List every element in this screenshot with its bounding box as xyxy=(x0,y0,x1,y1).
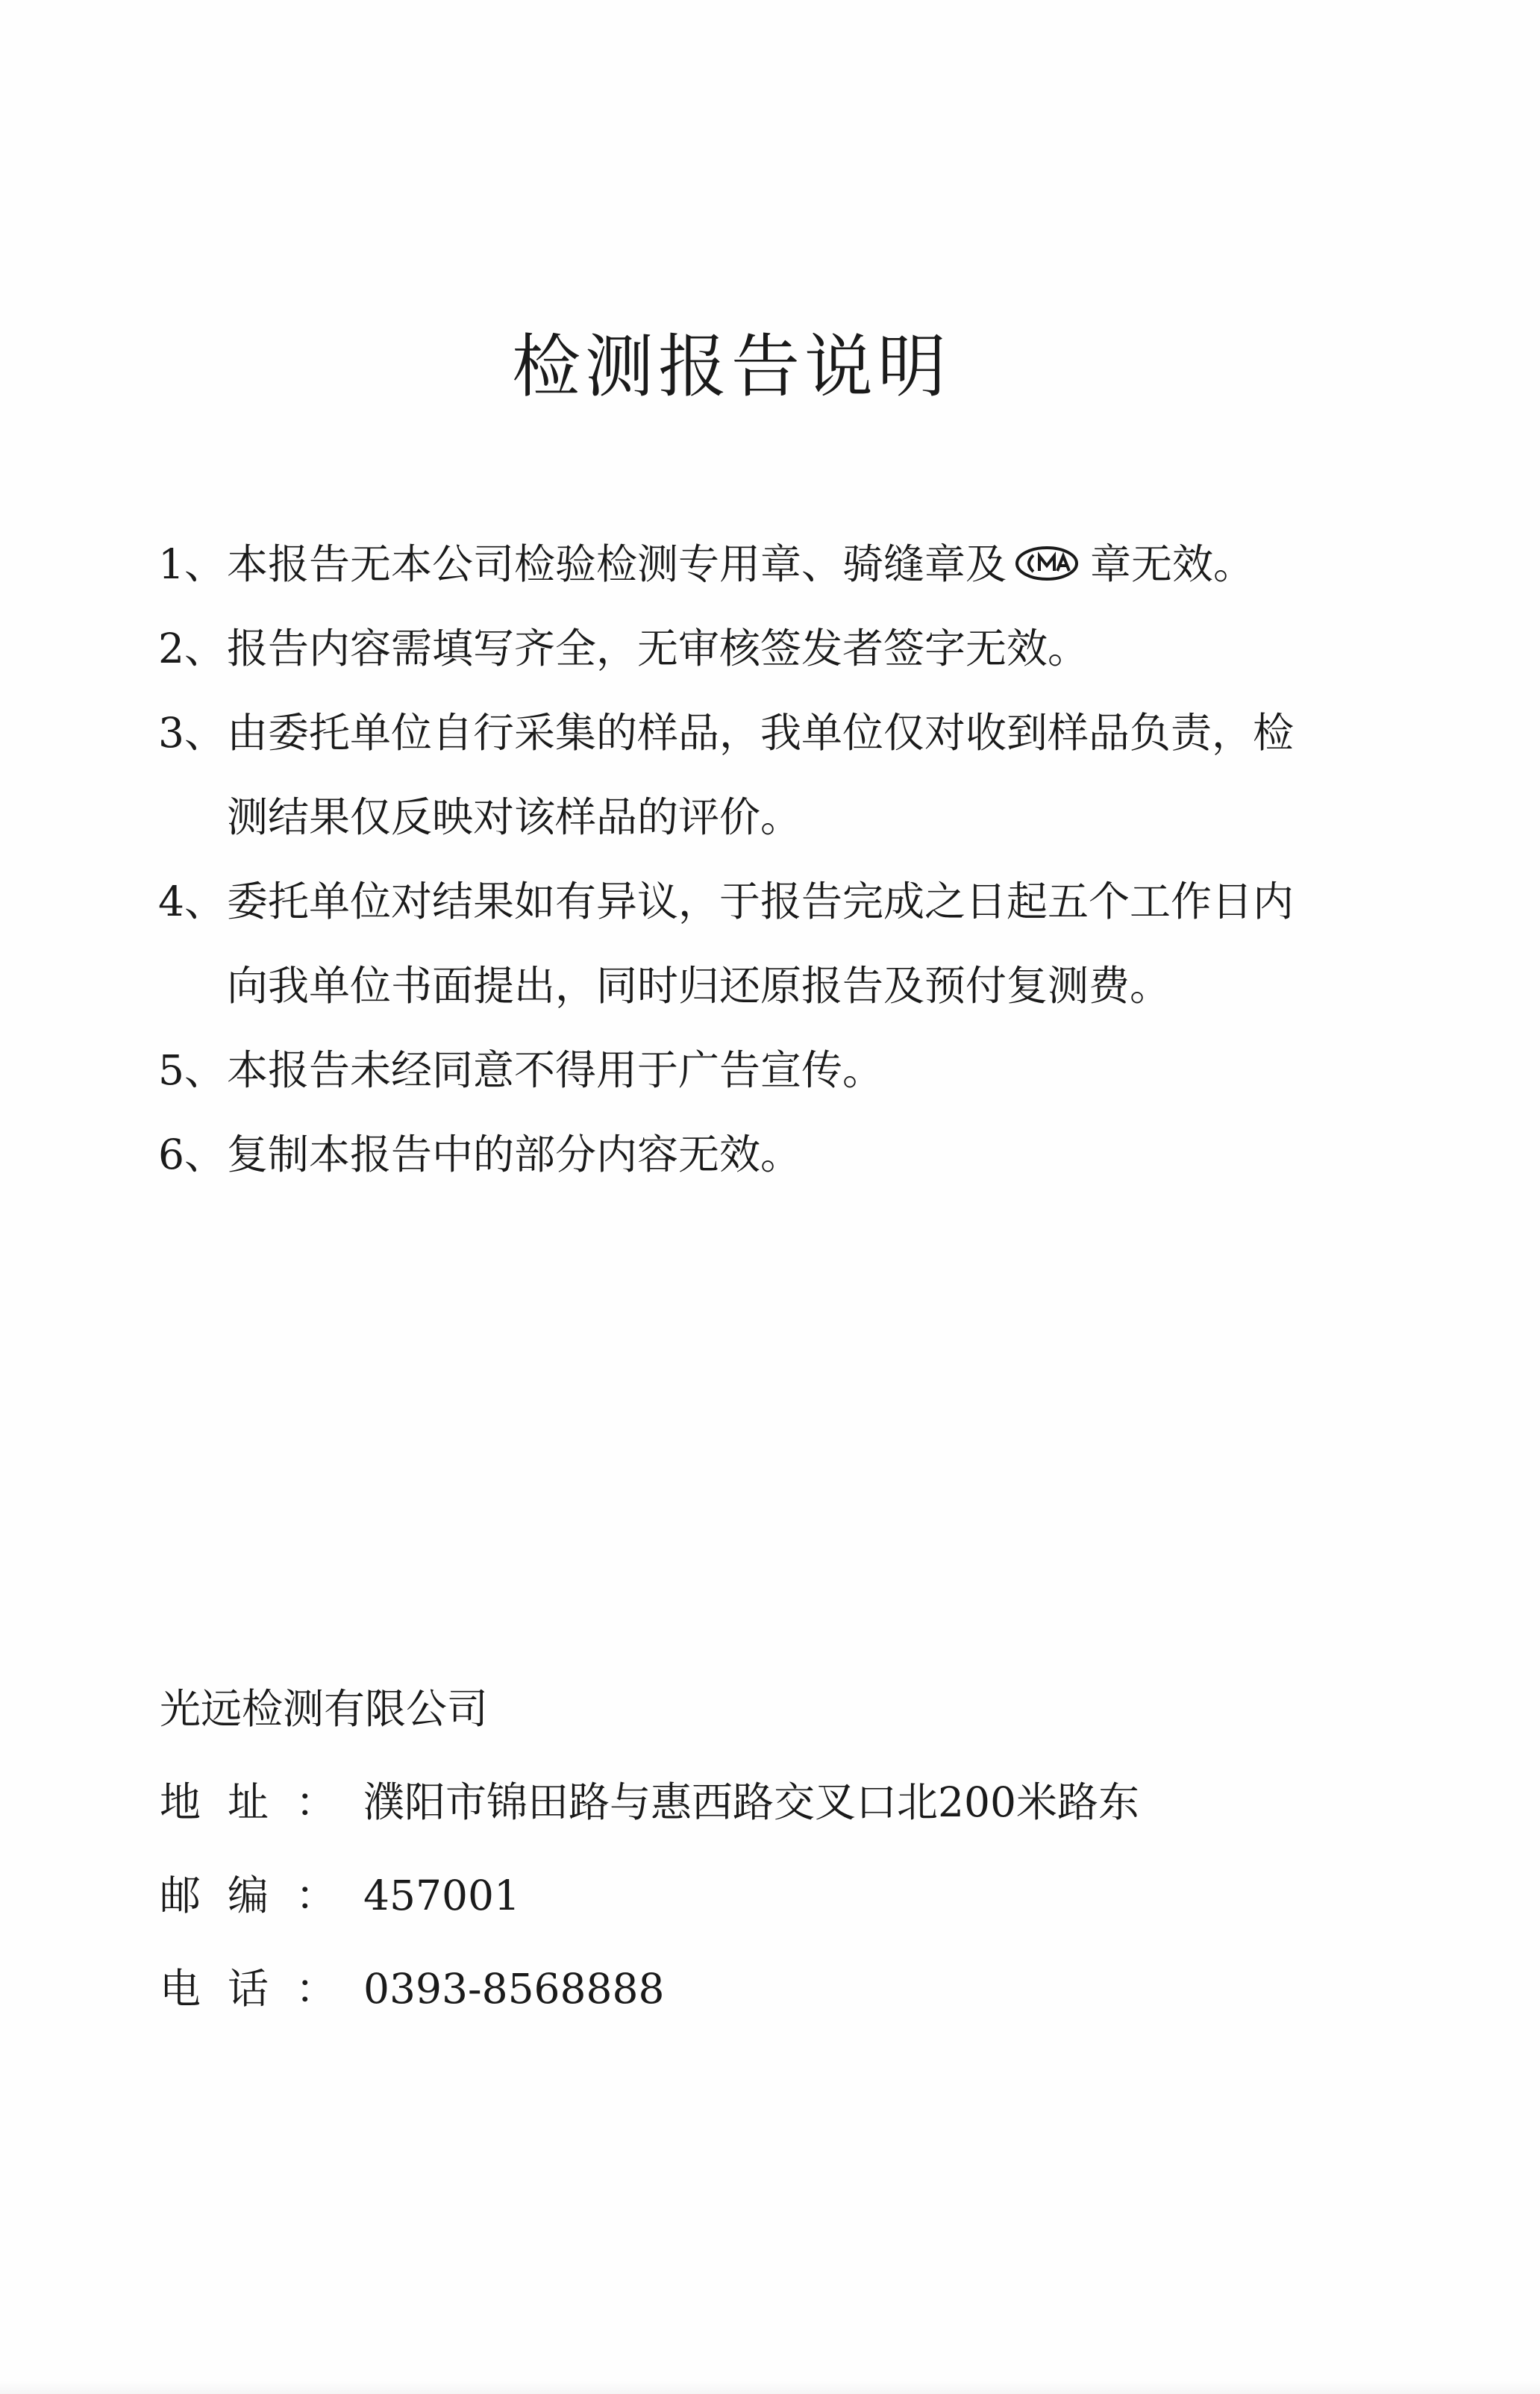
postcode-label: 邮编： xyxy=(160,1872,364,1919)
note-text: 本报告无本公司检验检测专用章、骑缝章及 xyxy=(227,540,1007,588)
note-number: 5、 xyxy=(158,1046,225,1094)
notes-list xyxy=(158,522,1322,1197)
document-title: 检测报告说明 xyxy=(511,327,951,407)
cma-mark-icon xyxy=(1014,545,1080,582)
address-label: 地址： xyxy=(160,1778,364,1826)
company-contact-block xyxy=(160,1663,1324,2036)
note-number: 1、 xyxy=(158,540,225,588)
postcode-row xyxy=(160,1849,1324,1943)
note-item xyxy=(158,1028,1322,1113)
phone-row xyxy=(160,1943,1324,2036)
note-text-after-mark: 章无效。 xyxy=(1090,540,1255,588)
note-number: 2、 xyxy=(158,625,225,672)
note-number: 3、 xyxy=(158,709,225,757)
note-text: 委托单位对结果如有异议，于报告完成之日起五个工作日内向我单位书面提出，同时归还原报告及预付复测费。 xyxy=(227,878,1295,1010)
note-item xyxy=(158,860,1322,1028)
postcode-value: 457001 xyxy=(363,1872,520,1919)
company-name: 光远检测有限公司 xyxy=(160,1685,489,1733)
note-item xyxy=(158,1113,1322,1197)
address-value: 濮阳市锦田路与惠西路交叉口北200米路东 xyxy=(363,1778,1139,1826)
note-item xyxy=(158,691,1322,860)
note-item xyxy=(158,607,1322,691)
scan-edge-shadow xyxy=(0,2381,1540,2394)
phone-value: 0393-8568888 xyxy=(363,1965,665,2013)
phone-label: 电话： xyxy=(160,1965,364,2013)
note-number: 6、 xyxy=(158,1131,225,1178)
note-text: 复制本报告中的部分内容无效。 xyxy=(227,1131,802,1178)
note-number: 4、 xyxy=(158,878,225,925)
address-row xyxy=(160,1756,1324,1849)
note-item xyxy=(158,522,1322,607)
note-text: 由委托单位自行采集的样品，我单位仅对收到样品负责，检测结果仅反映对该样品的评价。 xyxy=(227,709,1295,841)
note-text: 本报告未经同意不得用于广告宣传。 xyxy=(227,1046,884,1094)
note-text: 报告内容需填写齐全，无审核签发者签字无效。 xyxy=(227,625,1089,672)
